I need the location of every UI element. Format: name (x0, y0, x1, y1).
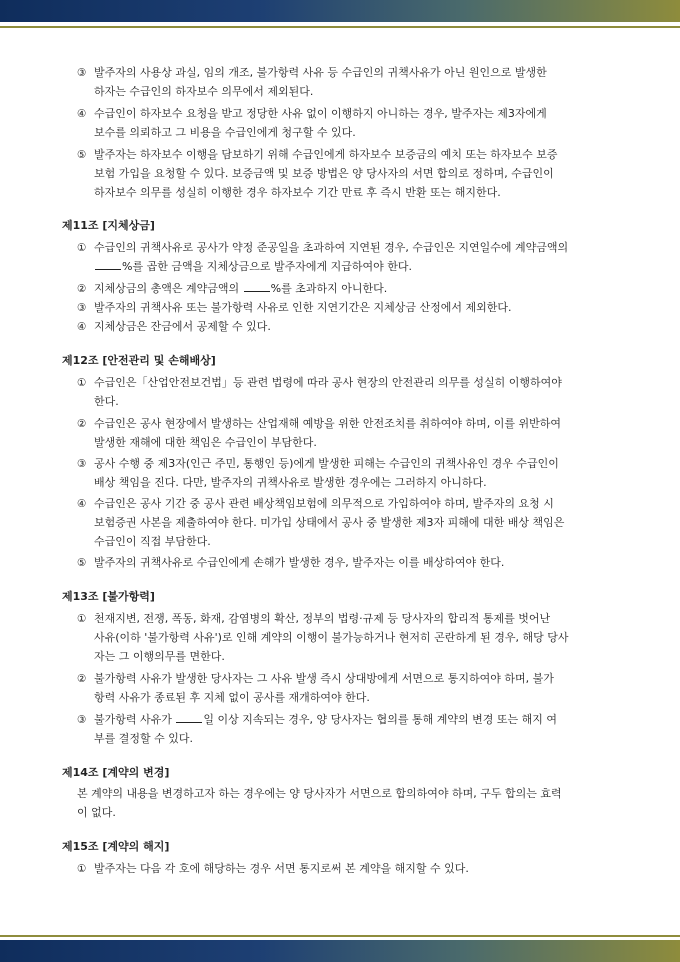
clause-item: ③ 발주자의 사용상 과실, 임의 개조, 불가항력 사유 등 수급인의 귀책사유가 아닌 원인으로 발생한 (77, 66, 547, 79)
blank-field[interactable] (95, 259, 121, 270)
clause-item: ④ 지체상금은 잔금에서 공제할 수 있다. (77, 320, 271, 333)
header-rule (0, 26, 680, 28)
clause-item: ③ 발주자의 귀책사유 또는 불가항력 사유로 인한 지연기간은 지체상금 산정에서 제외한다. (77, 301, 512, 314)
clause-item: ① 발주자는 다음 각 호에 해당하는 경우 서면 통지로써 본 계약을 해지할 수 있다. (77, 862, 469, 875)
footer-band (0, 940, 680, 962)
clause-continuation: 항력 사유가 종료된 후 지체 없이 공사를 재개하여야 한다. (94, 691, 370, 704)
article-heading: 제14조 [계약의 변경] (62, 766, 170, 779)
clause-item: ② 불가항력 사유가 발생한 당사자는 그 사유 발생 즉시 상대방에게 서면으로 통지하여야 하며, 불가 (77, 672, 554, 685)
article-heading: 제11조 [지체상금] (62, 219, 155, 232)
clause-item: ③ 공사 수행 중 제3자(인근 주민, 통행인 등)에게 발생한 피해는 수급인의 귀책사유인 경우 수급인이 (77, 457, 559, 470)
article-heading: 제15조 [계약의 해지] (62, 840, 170, 853)
clause-item: ② 지체상금의 총액은 계약금액의 %를 초과하지 아니한다. (77, 282, 388, 295)
clause-continuation: 한다. (94, 395, 119, 408)
clause-item: ④ 수급인이 하자보수 요청을 받고 정당한 사유 없이 이행하지 아니하는 경우, 발주자는 제3자에게 (77, 107, 547, 120)
article-heading: 제12조 [안전관리 및 손해배상] (62, 354, 216, 367)
clause-item: ② 수급인은 공사 현장에서 발생하는 산업재해 예방을 위한 안전조치를 취하여야 하며, 이를 위반하여 (77, 417, 561, 430)
clause-continuation: 수급인이 직접 부담한다. (94, 535, 211, 548)
paragraph-line: 본 계약의 내용을 변경하고자 하는 경우에는 양 당사자가 서면으로 합의하여야 하며, 구두 합의는 효력 (77, 787, 562, 800)
clause-item: ⑤ 발주자는 하자보수 이행을 담보하기 위해 수급인에게 하자보수 보증금의 예치 또는 하자보수 보증 (77, 148, 558, 161)
header-band (0, 0, 680, 22)
clause-continuation: 발생한 재해에 대한 책임은 수급인이 부담한다. (94, 436, 317, 449)
clause-continuation: 부를 결정할 수 있다. (94, 732, 193, 745)
clause-continuation: 보험 가입을 요청할 수 있다. 보증금액 및 보증 방법은 양 당사자의 서면 합의로 정하며, 수급인이 (94, 167, 554, 180)
clause-continuation: 보험증권 사본을 제출하여야 한다. 미가입 상태에서 공사 중 발생한 제3자 피해에 대한 배상 책임은 (94, 516, 565, 529)
clause-item: ① 천재지변, 전쟁, 폭동, 화재, 감염병의 확산, 정부의 법령·규제 등 당사자의 합리적 통제를 벗어난 (77, 612, 551, 625)
clause-continuation: 하자는 수급인의 하자보수 의무에서 제외된다. (94, 85, 314, 98)
blank-field[interactable] (176, 712, 202, 723)
clause-continuation: %를 곱한 금액을 지체상금으로 발주자에게 지급하여야 한다. (94, 259, 412, 274)
clause-continuation: 배상 책임을 진다. 다만, 발주자의 귀책사유로 발생한 경우에는 그러하지 아니하다. (94, 476, 487, 489)
footer-rule (0, 935, 680, 937)
blank-field[interactable] (244, 281, 270, 292)
clause-item: ① 수급인의 귀책사유로 공사가 약정 준공일을 초과하여 지연된 경우, 수급인은 지연일수에 계약금액의 (77, 241, 569, 254)
clause-item: ⑤ 발주자의 귀책사유로 수급인에게 손해가 발생한 경우, 발주자는 이를 배상하여야 한다. (77, 556, 505, 569)
clause-continuation: 보수를 의뢰하고 그 비용을 수급인에게 청구할 수 있다. (94, 126, 356, 139)
paragraph-line: 이 없다. (77, 806, 116, 819)
clause-continuation: 자는 그 이행의무를 면한다. (94, 650, 225, 663)
clause-continuation: 하자보수 의무를 성실히 이행한 경우 하자보수 기간 만료 후 즉시 반환 또는 해지한다. (94, 186, 501, 199)
clause-item: ③ 불가항력 사유가 일 이상 지속되는 경우, 양 당사자는 협의를 통해 계약의 변경 또는 해지 여 (77, 713, 557, 726)
clause-continuation: 사유(이하 '불가항력 사유')로 인해 계약의 이행이 불가능하거나 현저히 곤란하게 된 경우, 해당 당사 (94, 631, 569, 644)
clause-item: ① 수급인은「산업안전보건법」등 관련 법령에 따라 공사 현장의 안전관리 의무를 성실히 이행하여야 (77, 376, 562, 389)
article-heading: 제13조 [불가항력] (62, 590, 155, 603)
clause-item: ④ 수급인은 공사 기간 중 공사 관련 배상책임보험에 의무적으로 가입하여야 하며, 발주자의 요청 시 (77, 497, 554, 510)
